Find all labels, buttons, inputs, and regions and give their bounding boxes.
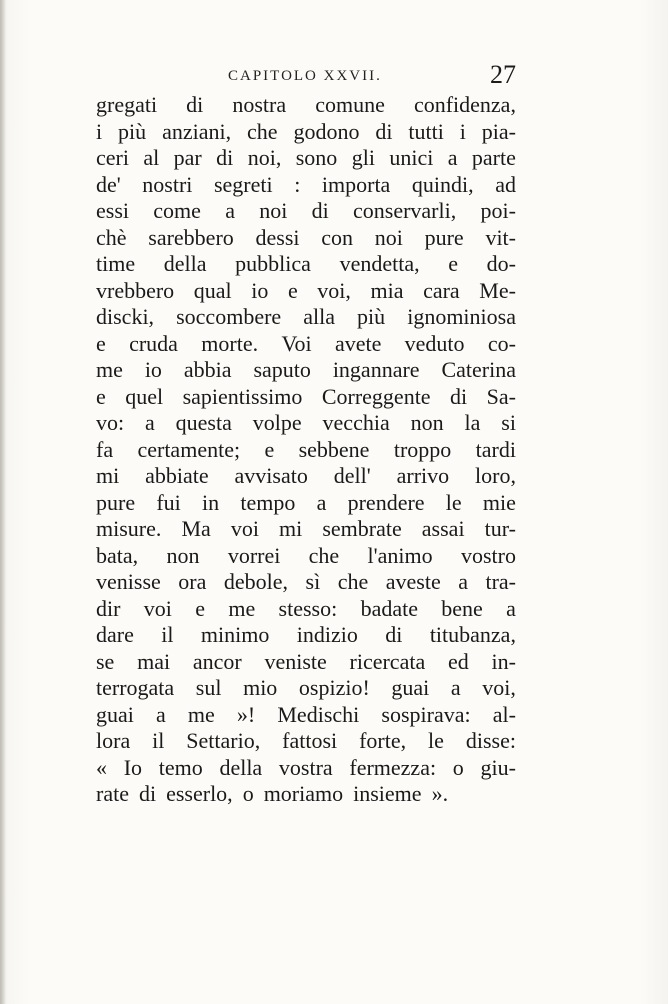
text-line: essi come a noi di conservarli, poi- (96, 198, 516, 223)
text-line: rate di esserlo, o moriamo insieme ». (96, 781, 449, 806)
running-head (96, 60, 516, 94)
text-line: fa certamente; e sebbene troppo tardi (96, 436, 516, 462)
text-line: dir voi e me stesso: badate bene a (96, 595, 516, 621)
chapter-title: CAPITOLO XXVII. (228, 68, 382, 84)
text-line: e quel sapientissimo Correggente di Sa- (96, 383, 516, 409)
text-line: misure. Ma voi mi sembrate assai tur- (96, 516, 516, 541)
text-line: e cruda morte. Voi avete veduto co- (96, 330, 516, 356)
text-line: bata, non vorrei che l'animo vostro (96, 542, 516, 568)
text-line: « Io temo della vostra fermezza: o giu- (96, 754, 516, 780)
text-line: vrebbero qual io e voi, mia cara Me- (96, 277, 516, 303)
text-line: terrogata sul mio ospizio! guai a voi, (96, 675, 516, 700)
spine-shadow (0, 0, 6, 1004)
text-line: venisse ora debole, sì che aveste a tra- (96, 569, 516, 594)
body-text (96, 92, 516, 808)
text-line: lora il Settario, fattosi forte, le disse: (96, 728, 516, 753)
text-line: mi abbiate avvisato dell' arrivo loro, (96, 463, 516, 488)
text-line: i più anziani, che godono di tutti i pia- (96, 118, 516, 144)
text-line: chè sarebbero dessi con noi pure vit- (96, 224, 516, 250)
text-line: vo: a questa volpe vecchia non la si (96, 410, 516, 435)
text-line: time della pubblica vendetta, e do- (96, 251, 516, 276)
text-line: se mai ancor veniste ricercata ed in- (96, 648, 516, 674)
text-line: me io abbia saputo ingannare Caterina (96, 357, 516, 382)
text-line: dare il minimo indizio di titubanza, (96, 622, 516, 647)
text-line: discki, soccombere alla più ignominiosa (96, 304, 516, 329)
text-line: guai a me »! Medischi sospirava: al- (96, 701, 516, 727)
text-line: pure fui in tempo a prendere le mie (96, 489, 516, 515)
page-number: 27 (490, 60, 516, 89)
text-line: de' nostri segreti : importa quindi, ad (96, 171, 516, 197)
text-line: ceri al par di noi, sono gli unici a parte (96, 145, 516, 170)
text-line: gregati di nostra comune confidenza, (96, 92, 516, 117)
